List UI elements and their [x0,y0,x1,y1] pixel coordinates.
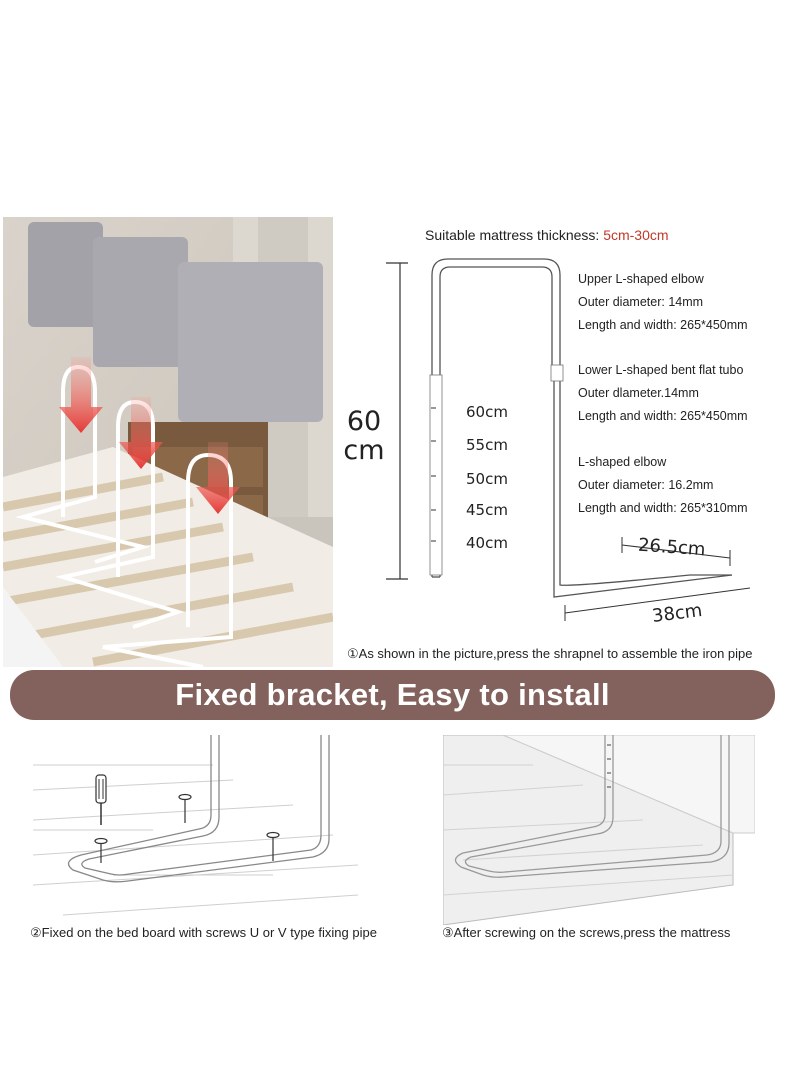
thickness-range: 5cm-30cm [603,227,669,243]
depth-label: 26.5cm [637,534,707,561]
bed-rail-illustration [3,217,333,667]
level-label: 55cm [466,436,508,454]
l-elbow-spec [578,451,748,520]
level-label: 40cm [466,534,508,552]
level-label: 50cm [466,470,508,488]
spec-name: L-shaped elbow [578,455,667,469]
width-label: 38cm [650,600,704,627]
mattress-install-illustration [443,735,755,925]
step3-caption: ③After screwing on the screws,press the mattress [442,925,731,940]
lower-tube-spec [578,359,748,428]
spec-size: Length and width: 265*450mm [578,409,748,423]
level-label: 60cm [466,403,508,421]
spec-size: Length and width: 265*450mm [578,318,748,332]
spec-size: Length and width: 265*310mm [578,501,748,515]
height-label [335,407,393,465]
install-banner: Fixed bracket, Easy to install [10,670,775,720]
spec-name: Upper L-shaped elbow [578,272,704,286]
screwdriver-icon [96,775,106,825]
spec-diameter: Outer diameter: 16.2mm [578,478,714,492]
height-value: 60 [346,406,382,437]
step1-caption: ①As shown in the picture,press the shrapnel to assemble the iron pipe [347,646,753,661]
spec-name: Lower L-shaped bent flat tubo [578,363,744,377]
product-photo [3,217,333,667]
step2-caption: ②Fixed on the bed board with screws U or V type fixing pipe [30,925,377,940]
level-label: 45cm [466,501,508,519]
height-unit: cm [343,435,385,466]
mattress-thickness-title: Suitable mattress thickness: 5cm-30cm [425,227,669,243]
spec-diameter: Outer dlameter.14mm [578,386,699,400]
spec-diameter: Outer diameter: 14mm [578,295,704,309]
screw-install-illustration [33,735,358,920]
upper-elbow-spec [578,268,748,337]
